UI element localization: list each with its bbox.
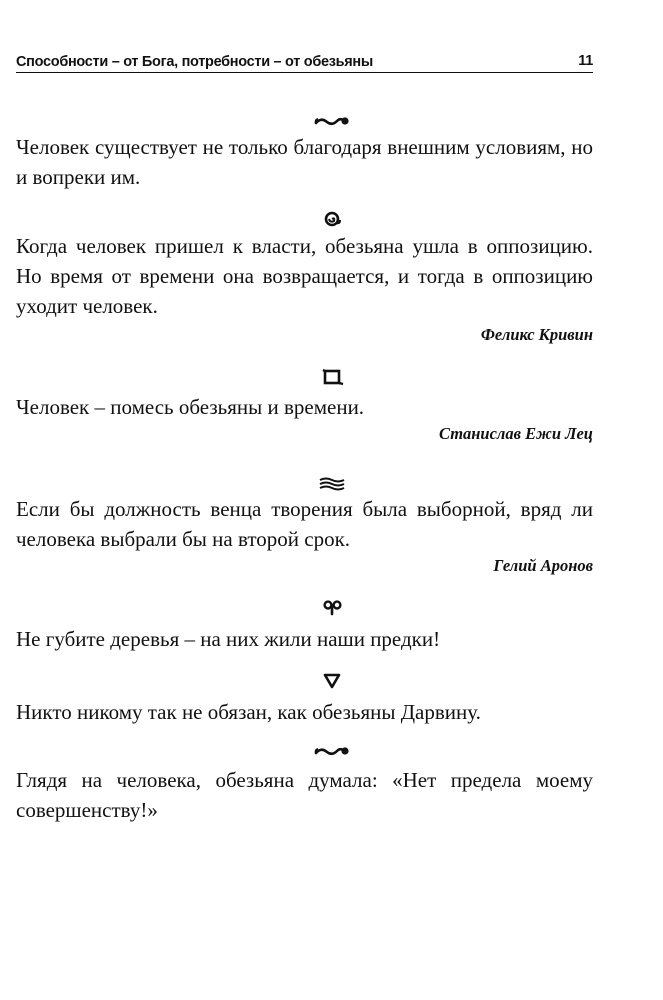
quote-author: Гелий Аронов (493, 556, 593, 575)
triangle-ornament-icon (312, 670, 352, 692)
quote-text: Не губите деревья – на них жили наши предки! (16, 627, 441, 651)
quote-text: Если бы должность венца творения была выборной, вряд ли человека выбрали бы на второй срок. (16, 497, 593, 551)
swirl-ornament-icon (312, 110, 352, 132)
scroll-square-ornament-icon (312, 366, 352, 388)
quote-author: Станислав Ежи Лец (438, 424, 593, 443)
running-header (16, 52, 593, 74)
quote-block (16, 132, 593, 192)
quote-text: Человек – помесь обезьяны и времени. (16, 395, 365, 419)
spiral-ornament-icon (312, 208, 352, 230)
quote-text: Глядя на человека, обезьяна думала: «Нет предела моему совершенству!» (16, 768, 593, 822)
header-rule (16, 72, 593, 73)
quote-author: Феликс Кривин (480, 325, 593, 344)
quote-block (16, 765, 593, 825)
quote-block (16, 231, 593, 345)
quote-text: Никто никому так не обязан, как обезьяны Дарвину. (16, 700, 481, 724)
quote-text: Когда человек пришел к власти, обезьяна ушла в оппозицию. Но время от времени она возвращается, и тогда в оппозицию уходит человек. (16, 234, 593, 318)
curl-ornament-icon (312, 596, 352, 618)
quote-block (16, 697, 593, 727)
running-title: Способности – от Бога, потребности – от обезьяны (16, 54, 373, 70)
page-number: 11 (578, 53, 593, 69)
quote-block (16, 392, 593, 444)
swirl-ornament-icon (312, 740, 352, 762)
quote-block (16, 494, 593, 576)
quote-block (16, 624, 593, 654)
wave-lines-ornament-icon (312, 472, 352, 494)
quote-text: Человек существует не только благодаря внешним условиям, но и вопреки им. (16, 135, 593, 189)
